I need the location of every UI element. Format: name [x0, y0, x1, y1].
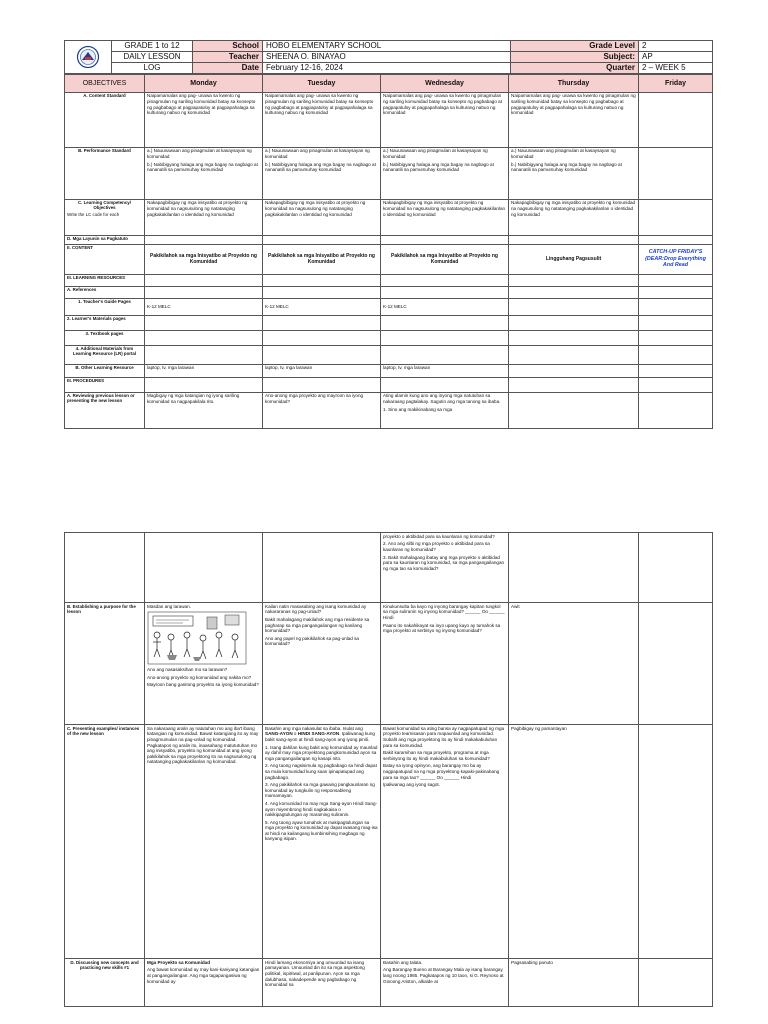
competency-mon: Nakapagbibigay ng mga inisyatibo at proyekto ng komunidad na nagsusulong ng natatanging pagkakakilanlan o identidad ng komunidad [145, 199, 263, 235]
textbook-label: 3. Textbook pages [65, 330, 145, 345]
performance-standard-label: B. Performance Standard [65, 147, 145, 199]
establishing-wed: Kinukunsulta ba kayo ng inyong barangay kapitan tungkol sa mga suliranin ng inyong komunidad? ______ Oo ______ Hindi Paano ito nakahikayat sa inyo upang kayo ay tumahok sa mga proyekto at serbisyo ng inyong komunidad? [381, 603, 509, 725]
date-value: February 12-16, 2024 [263, 63, 639, 74]
other-resource-wed: laptop, tv, mga larawan [381, 364, 509, 377]
lesson-table-continued [64, 532, 713, 1007]
grade-level-label: Grade Level [511, 41, 639, 52]
day-tuesday: Tuesday [263, 75, 381, 93]
quarter-label: Quarter [511, 63, 639, 74]
deped-seal [65, 41, 112, 74]
presenting-wed: Bawat komunidad sa ating bansa ay nagpapatupad ng mga proyekto tearnisasan para mapaunlad ang komunidad. Subalit ang mga proyektong ito ay hindi makakabuluhan para sa komunidad. Bakit karamihan sa mga proyekto, programa at mga serbisyong ito ay hindi makabuluhan sa komunidad? Batay sa iyong opinyon, ang barangay mo ba ay nagpapatupad na ng mga proyektong kapaki-pakinabang para sa mga tao? ______ Oo ______ Hindi Ipaliwanag ang iyong sagot. [381, 725, 509, 959]
establishing-mon: Masdan ang larawan. Ano ang nasasaksihan mo sa larawan? Ano-anong proyekto ng komunidad ang nakita mo? Mayroon bang ganitong proyekto sa iyong komunidad? [145, 603, 263, 725]
teachers-guide-mon: K-12 MELC [145, 298, 263, 315]
dll-title-2: LOG [112, 63, 193, 74]
competency-thu: Nakapagbibigay ng mga inisyatibo at proyekto ng komunidad na nagsusulong ng natatanging pagkakakilanlan o identidad ng komunidad [509, 199, 639, 235]
performance-standard-thu: a.) Nauunawaan ang pinagmulan at kasaysayan ng komunidad b.) Nabibigyang halaga ang mga bagay na nagbago at nananatili sa pamumuhay komunidad [509, 147, 639, 199]
day-wednesday: Wednesday [381, 75, 509, 93]
dll-title-1: DAILY LESSON [112, 52, 193, 63]
performance-standard-tue: a.) Nauunawaan ang pinagmulan at kasaysayan ng komunidad b.) Nabibigyang halaga ang mga bagay na nagbago at nananatili sa pamumuhay komunidad [263, 147, 381, 199]
competency-wed: Nakapagbibigay ng mga inisyatibo at proyekto ng komunidad na nagsusulong ng natatanging pagkakakilanlan o identidad ng komunidad [381, 199, 509, 235]
reviewing-wed: Ating alamin kung ano ang inyong mga natutuhan sa nakaraang pagtalakay. Sagutin ang mga tanong sa ibaba. 1. Sino ang makikinabang sa mga [381, 392, 509, 428]
discussing-thu: Pagsasabing panuto [509, 959, 639, 1007]
establishing-tue: Kailan natin masasabing ang isang komunidad ay nakararanas ng pag-unlad? Bakit mahalagang makilahok ang mga residente sa pagharap sa mga pangangailangan ng kanilang komunidad? Ano ang papel ng pakikilahok sa pag-unlad sa komunidad? [263, 603, 381, 725]
school-value: HOBO ELEMENTARY SCHOOL [263, 41, 639, 52]
reviewing-label: A. Reviewing previous lesson or presenting the new lesson [65, 392, 145, 428]
procedures-label: III. PROCEDURES [65, 377, 145, 392]
content-tue: Pakikilahok sa mga Inisyatibo at Proyekto ng Komunidad [263, 244, 381, 274]
seal-icon [68, 45, 108, 69]
header-right-table [510, 40, 713, 74]
content-label: II. CONTENT [65, 244, 145, 274]
discussing-mon: Mga Proyekto sa Komunidad Ang bawat komunidad ay may kani-kaniyang katangian at pangangailangan. Ang mga tagapangasiwa ng komunidad ay [145, 959, 263, 1007]
establishing-purpose-label: B. Establishing a purpose for the lesson [65, 603, 145, 725]
reviewing-mon: Magbigay ng mga katangian ng iyong sariling komunidad na nagpapakilala rito. [145, 392, 263, 428]
quarter-value: 2 – WEEK 5 [639, 63, 713, 74]
lesson-table [64, 74, 713, 429]
grade-level-value: 2 [639, 41, 713, 52]
presenting-tue: Basahin ang mga nakasulat sa ibaba. Isulat ang SANG-AYON o HINDI SANG-AYON. Ipaliwanag kung bakit sang-ayon at hindi sang-ayon ang iyong pinili. 1. Isang dahilan kung bakit ang komunidad ay maunlad ay dahil may mga proyektong pangkomunidad ayon sa mga pangangailangan ng kasapi nito. 2. Ang taong nagsisimula ng pagbabago sa hindi dapat sa mula komunidad kung saan ipinapatupad ang pagbabago. 3. Ang pakikilahok sa mga gawaing pangkaunlaran ng komunidad ay tungkulin ng responsableng mamamayan. 4. Ang komunidad na may mga Sang-ayon Hindi Sang-ayon miyembrong hindi nagkakaisa o nakikipagtulungan ay maraming suliranin. 5. Ang taong ayaw tumahok at makipagtulungan sa mga proyekto ng komunidad ay dapat iwasang mag-isa at hindi na kailangang kumbinsihing magbago ng kanyang isipan. [263, 725, 381, 959]
day-thursday: Thursday [509, 75, 639, 93]
references-label: A. References [65, 286, 145, 298]
establishing-thu: Awit [509, 603, 639, 725]
subject-value: AP [639, 52, 713, 63]
additional-materials-label: 4. Additional Materials from Learning Resource (LR) portal [65, 345, 145, 364]
other-resource-mon: laptop, tv, mga larawan [145, 364, 263, 377]
teachers-guide-label: 1. Teacher's Guide Pages [65, 298, 145, 315]
competency-tue: Nakapagbibigay ng mga inisyatibo at proyekto ng komunidad na nagsusulong ng natatanging pagkakakilanlan o identidad ng komunidad [263, 199, 381, 235]
discussing-label: D. Discussing new concepts and practicing new skills #1 [65, 959, 145, 1007]
page-2 [64, 532, 712, 1007]
teachers-guide-tue: K-12 MELC [263, 298, 381, 315]
content-standard-tue: Naipamamalas ang pag- unawa sa kwento ng pinagmulan ng sariling komunidad batay sa konsepto ng pagbabago at pagpapatuloy at pagpapahalaga sa kulturang nabuo ng komunidad [263, 92, 381, 147]
content-mon: Pakikilahok sa mga Inisyatibo at Proyekto ng Komunidad [145, 244, 263, 274]
teachers-guide-wed: K-12 MELC [381, 298, 509, 315]
grade-title: GRADE 1 to 12 [112, 41, 193, 52]
content-thu: Lingguhang Pagsusulit [509, 244, 639, 274]
learning-resources-label: III. LEARNING RESOURCES [65, 274, 145, 286]
reviewing-wed-continued: proyekto o aktibidad para sa kaunlaran ng komunidad? 2. Ano ang silbi ng mga proyekto o aktibidad para sa kaunlaran ng komunidad? 3. Bakit mahalagang ibatay ang mga proyekto o aktibidad para sa kaunlaran ng komunidad, sa mga pangangailangan ng mga tao sa komunidad? [381, 533, 509, 603]
teacher-value: SHEENA O. BINAYAO [263, 52, 639, 63]
content-standard-mon: Naipamamalas ang pag- unawa sa kwento ng pinagmulan ng sariling komunidad batay sa konsepto ng pagbabago at pagpapatuloy at pagpapahalaga sa kulturang nabuo ng komunidad [145, 92, 263, 147]
teacher-label: Teacher [193, 52, 263, 63]
community-project-illustration [147, 611, 247, 665]
reviewing-tue: Ano-anong mga proyekto ang mayroon sa iyong komunidad? [263, 392, 381, 428]
discussing-tue: Hindi lamang ekonomiya ang umuunlad sa isang pamayanan. Umuunlad din ito sa mga aspektong politikal, ispiritwal, at panlipunan. Ayon sa mga dalubhasa, nakadepende ang pagbabago ng komunidad sa [263, 959, 381, 1007]
competency-label: C. Learning Competency/ Objectives Write the LC code for each [65, 199, 145, 235]
content-standard-thu: Naipamamalas ang pag- unawa sa kwento ng pinagmulan ng sariling komunidad batay sa konsepto ng pagbabago at pagpapatuloy at pagpapahalaga sa kulturang nabuo ng komunidad [509, 92, 639, 147]
content-wed: Pakikilahok sa mga Inisyatibo at Proyekto ng Komunidad [381, 244, 509, 274]
other-resource-tue: laptop, tv, mga larawan [263, 364, 381, 377]
other-resource-label: B. Other Learning Resource [65, 364, 145, 377]
presenting-thu: Pagbibigay ng pamantayan [509, 725, 639, 959]
performance-standard-mon: a.) Nauunawaan ang pinagmulan at kasaysayan ng komunidad b.) Nabibigyang halaga ang mga bagay na nagbago at nananatili sa pamumuhay komunidad [145, 147, 263, 199]
content-standard-wed: Naipamamalas ang pag- unawa sa kwento ng pinagmulan ng sariling komunidad batay sa konsepto ng pagbabago at pagpapatuloy at pagpapahalaga sa kulturang nabuo ng komunidad [381, 92, 509, 147]
content-fri: CATCH-UP FRIDAY'S (DEAR:Drop Everything And Read [639, 244, 713, 274]
presenting-mon: Sa nakaraang aralin ay natutuhan mo ang iba't ibang katangian ng komunidad. Bawat katangiang ito ay may pinagmumulan na pag-unlad ng komunidad. Pagkatapos ng aralin ito, inaasahang matututuhan mo ang inisyatibo, proyekto ng komunidad at ang iyong pakikilahok sa mga proyektong ito na nagsusulong ng natatanging pagkakakilanlan ng komunidad. [145, 725, 263, 959]
presenting-examples-label: C. Presenting examples/ instances of the new lesson [65, 725, 145, 959]
objectives-heading: OBJECTIVES [65, 75, 145, 93]
day-friday: Friday [639, 75, 713, 93]
day-monday: Monday [145, 75, 263, 93]
performance-standard-wed: a.) Nauunawaan ang pinagmulan at kasaysayan ng komunidad b.) Nabibigyang halaga ang mga bagay na nagbago at nananatili sa pamumuhay komunidad [381, 147, 509, 199]
mga-layunin-label: D. Mga Layunin sa Pagkatuto [65, 235, 145, 244]
date-label: Date [193, 63, 263, 74]
subject-label: Subject: [511, 52, 639, 63]
page-1 [64, 40, 712, 429]
learners-materials-label: 2. Learner's Materials pages [65, 315, 145, 330]
school-label: School [193, 41, 263, 52]
discussing-wed: Basahin ang talata. Ang Barangay Bueno at Barangay Mala ay isang barangay lang noong 1985. Pagkatapos ng 10 taon, si G. Reynoso at Ginoong Ariston, alkalde at [381, 959, 509, 1007]
content-standard-label: A. Content Standard [65, 92, 145, 147]
